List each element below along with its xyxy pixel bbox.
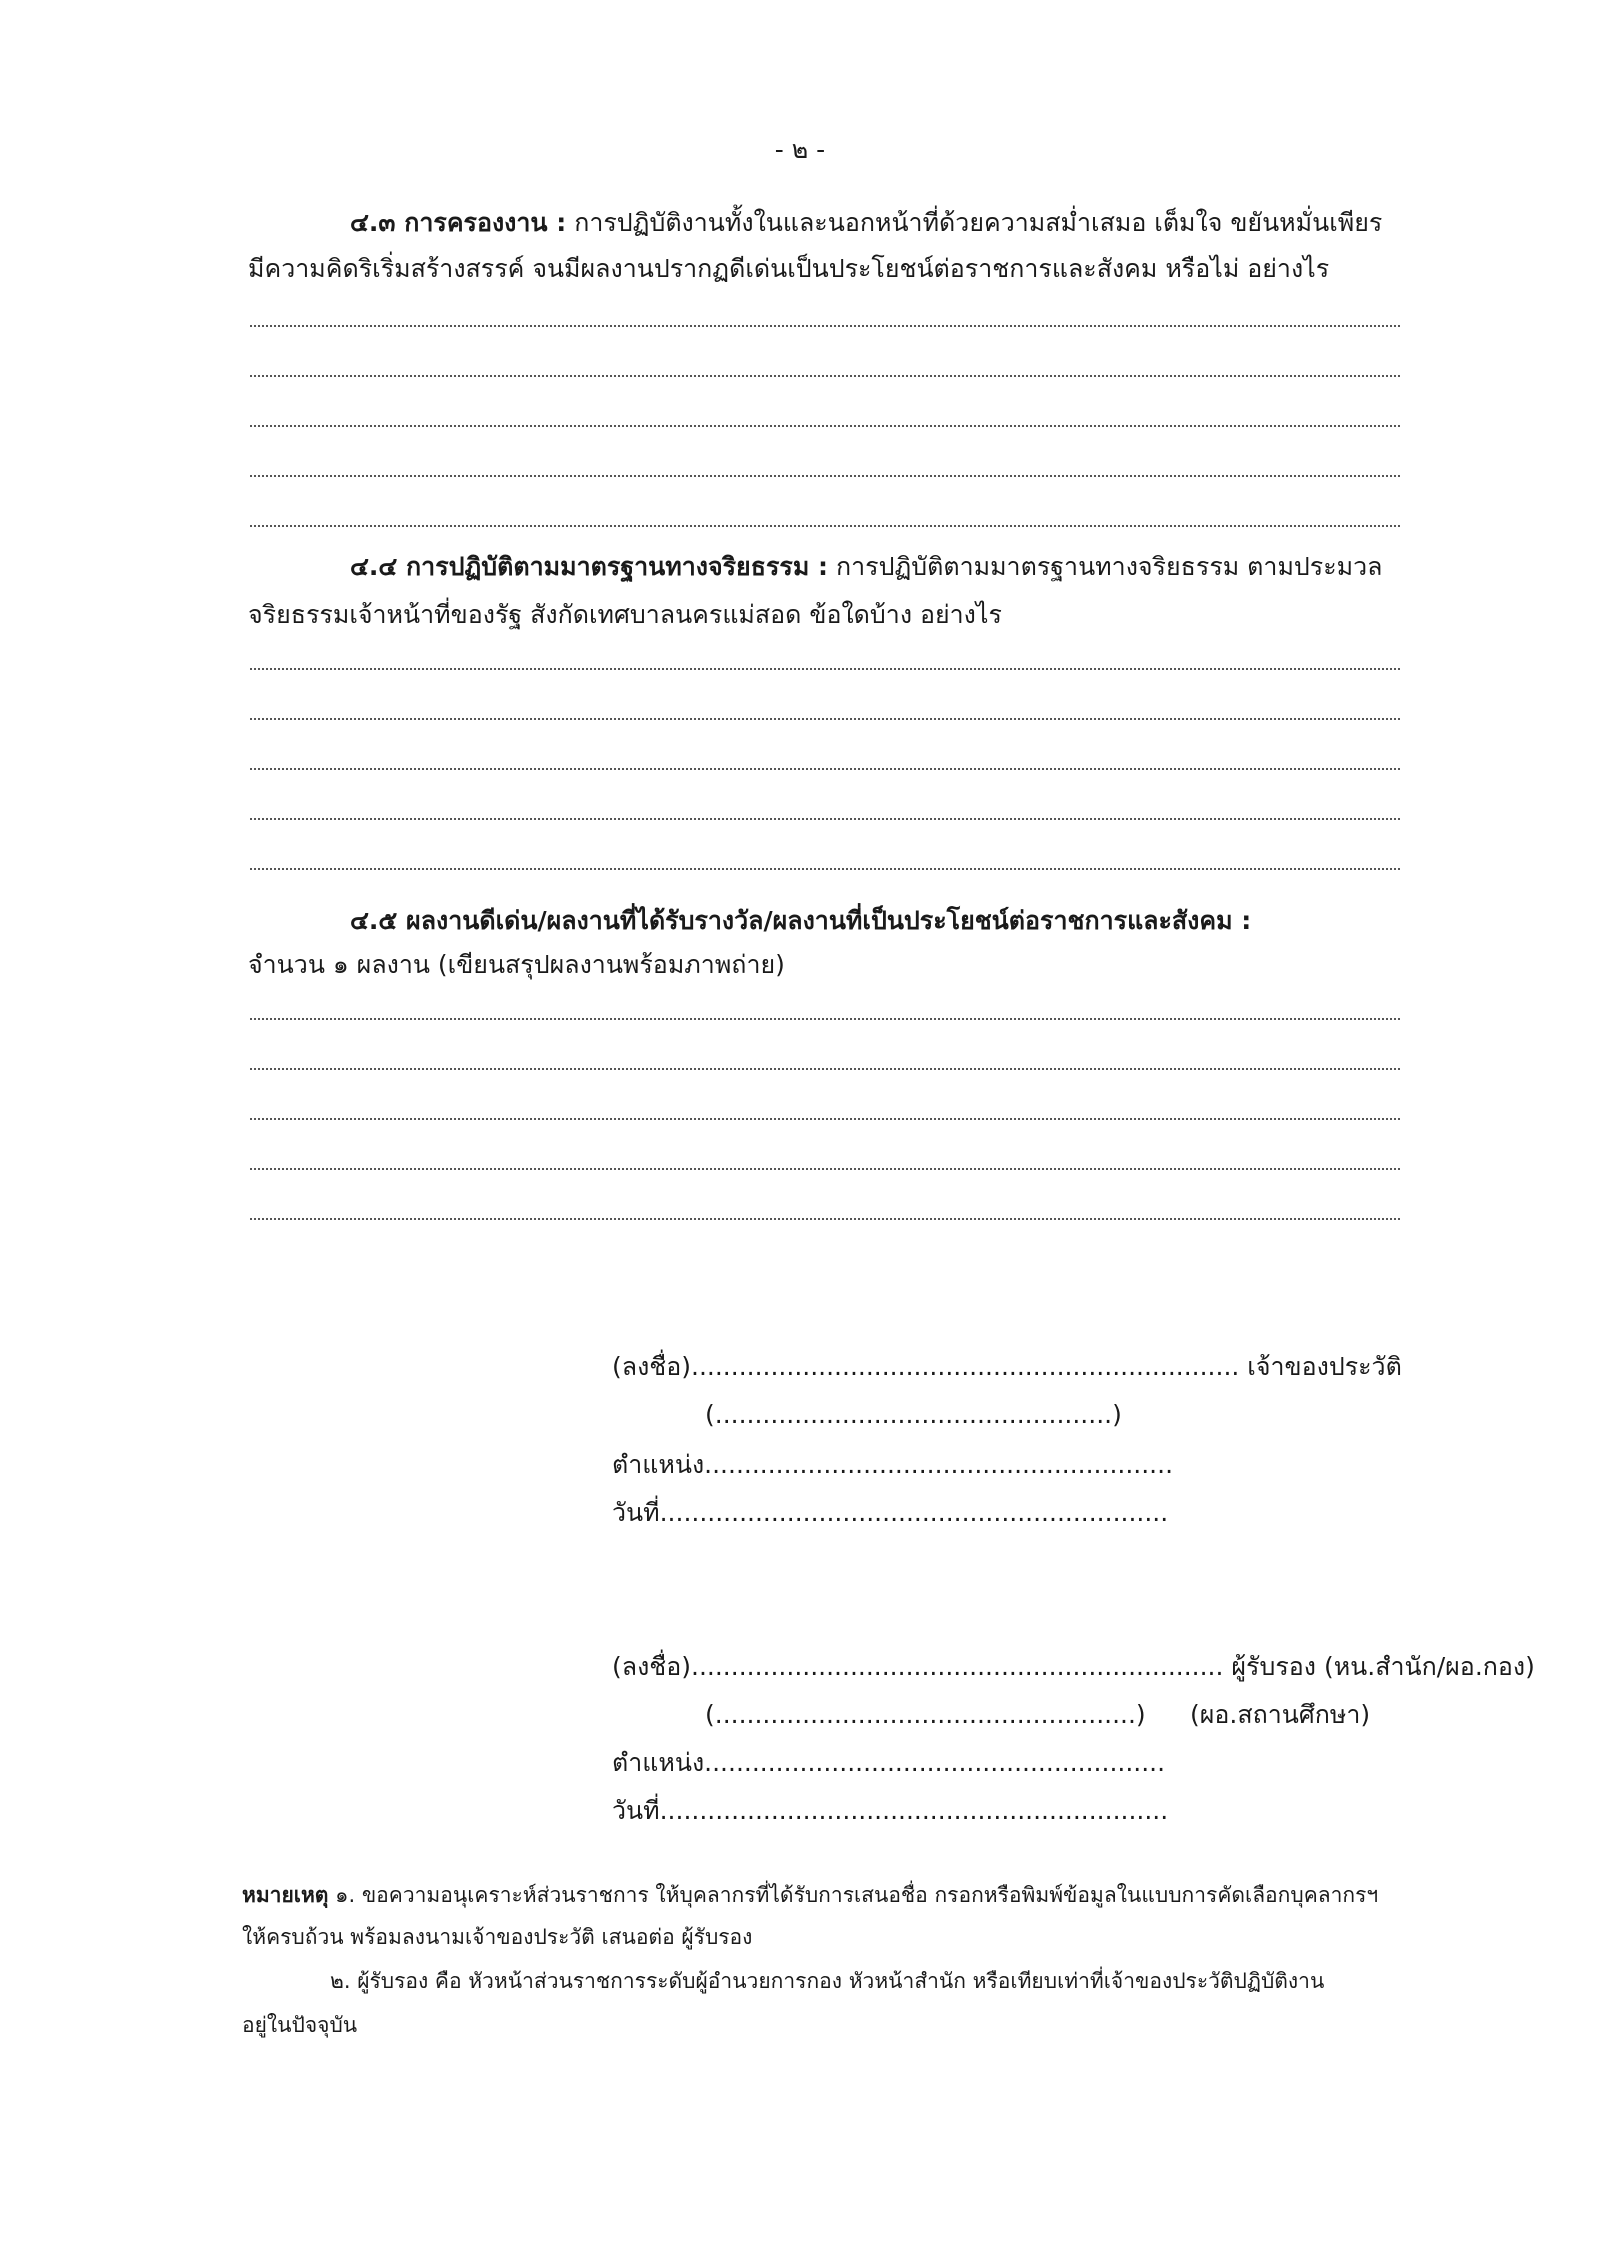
fill-line[interactable] — [250, 768, 1400, 770]
section-4-4-line2: จริยธรรมเจ้าหน้าที่ของรัฐ สังกัดเทศบาลนครแม่สอด ข้อใดบ้าง อย่างไร — [248, 600, 1002, 629]
section-4-5-line2: จำนวน ๑ ผลงาน (เขียนสรุปผลงานพร้อมภาพถ่าย) — [248, 950, 785, 979]
fill-line[interactable] — [250, 1068, 1400, 1070]
section-4-4-line1 — [350, 550, 1383, 584]
fill-line[interactable] — [250, 868, 1400, 870]
fill-line[interactable] — [250, 475, 1400, 477]
remark-item1-line1 — [242, 1880, 1378, 1910]
fill-line[interactable] — [250, 325, 1400, 327]
owner-date-line[interactable]: วันที่................................................................ — [612, 1498, 1169, 1527]
remark-item2-line1: ๒. ผู้รับรอง คือ หัวหน้าส่วนราชการระดับผู้อำนวยการกอง หัวหน้าสำนัก หรือเทียบเท่าที่เจ้าของประวัติปฏิบัติงาน — [330, 1969, 1325, 1993]
fill-line[interactable] — [250, 818, 1400, 820]
owner-position-line[interactable]: ตำแหน่ง........................................................... — [612, 1450, 1174, 1479]
section-4-3-heading: ๔.๓ การครองงาน : — [350, 208, 567, 237]
owner-name-line[interactable]: (..................................................) — [705, 1400, 1122, 1429]
remarks-label: หมายเหตุ — [242, 1883, 329, 1907]
fill-line[interactable] — [250, 1018, 1400, 1020]
section-4-3-line1 — [350, 206, 1382, 240]
fill-line[interactable] — [250, 668, 1400, 670]
certifier-name-line[interactable]: (.....................................................) — [705, 1700, 1146, 1729]
section-4-4-text: การปฏิบัติตามมาตรฐานทางจริยธรรม ตามประมวล — [835, 552, 1383, 581]
fill-line[interactable] — [250, 425, 1400, 427]
certifier-position-line[interactable]: ตำแหน่ง.......................................................... — [612, 1748, 1166, 1777]
section-4-3-line2: มีความคิดริเริ่มสร้างสรรค์ จนมีผลงานปรากฏดีเด่นเป็นประโยชน์ต่อราชการและสังคม หรือไม่ อย่างไร — [248, 254, 1330, 283]
fill-line[interactable] — [250, 1218, 1400, 1220]
owner-sign-line[interactable]: (ลงชื่อ)..................................................................... เจ้าของประวัติ — [612, 1352, 1402, 1381]
certifier-date-line[interactable]: วันที่................................................................ — [612, 1796, 1169, 1825]
certifier-name-suffix: (ผอ.สถานศึกษา) — [1190, 1700, 1371, 1729]
remark-item2-line2: อยู่ในปัจจุบัน — [242, 2013, 358, 2037]
fill-line[interactable] — [250, 525, 1400, 527]
section-4-5-heading: ๔.๕ ผลงานดีเด่น/ผลงานที่ได้รับรางวัล/ผลงานที่เป็นประโยชน์ต่อราชการและสังคม : — [350, 906, 1252, 935]
remark-item1-line2: ให้ครบถ้วน พร้อมลงนามเจ้าของประวัติ เสนอต่อ ผู้รับรอง — [242, 1925, 753, 1949]
fill-line[interactable] — [250, 1118, 1400, 1120]
remark-item1-text: ๑. ขอความอนุเคราะห์ส่วนราชการ ให้บุคลากรที่ได้รับการเสนอชื่อ กรอกหรือพิมพ์ข้อมูลในแบบการคัดเลือกบุคลากรฯ — [335, 1883, 1379, 1907]
page-number: - ๒ - — [774, 135, 826, 164]
section-4-3-text: การปฏิบัติงานทั้งในและนอกหน้าที่ด้วยความสม่ำเสมอ เต็มใจ ขยันหมั่นเพียร — [574, 208, 1383, 237]
fill-line[interactable] — [250, 718, 1400, 720]
section-4-4-heading: ๔.๔ การปฏิบัติตามมาตรฐานทางจริยธรรม : — [350, 552, 829, 581]
fill-line[interactable] — [250, 1168, 1400, 1170]
certifier-sign-line[interactable]: (ลงชื่อ)................................................................... ผู้รับรอง (หน.สำนัก/ผอ.กอง) — [612, 1652, 1535, 1681]
fill-line[interactable] — [250, 375, 1400, 377]
